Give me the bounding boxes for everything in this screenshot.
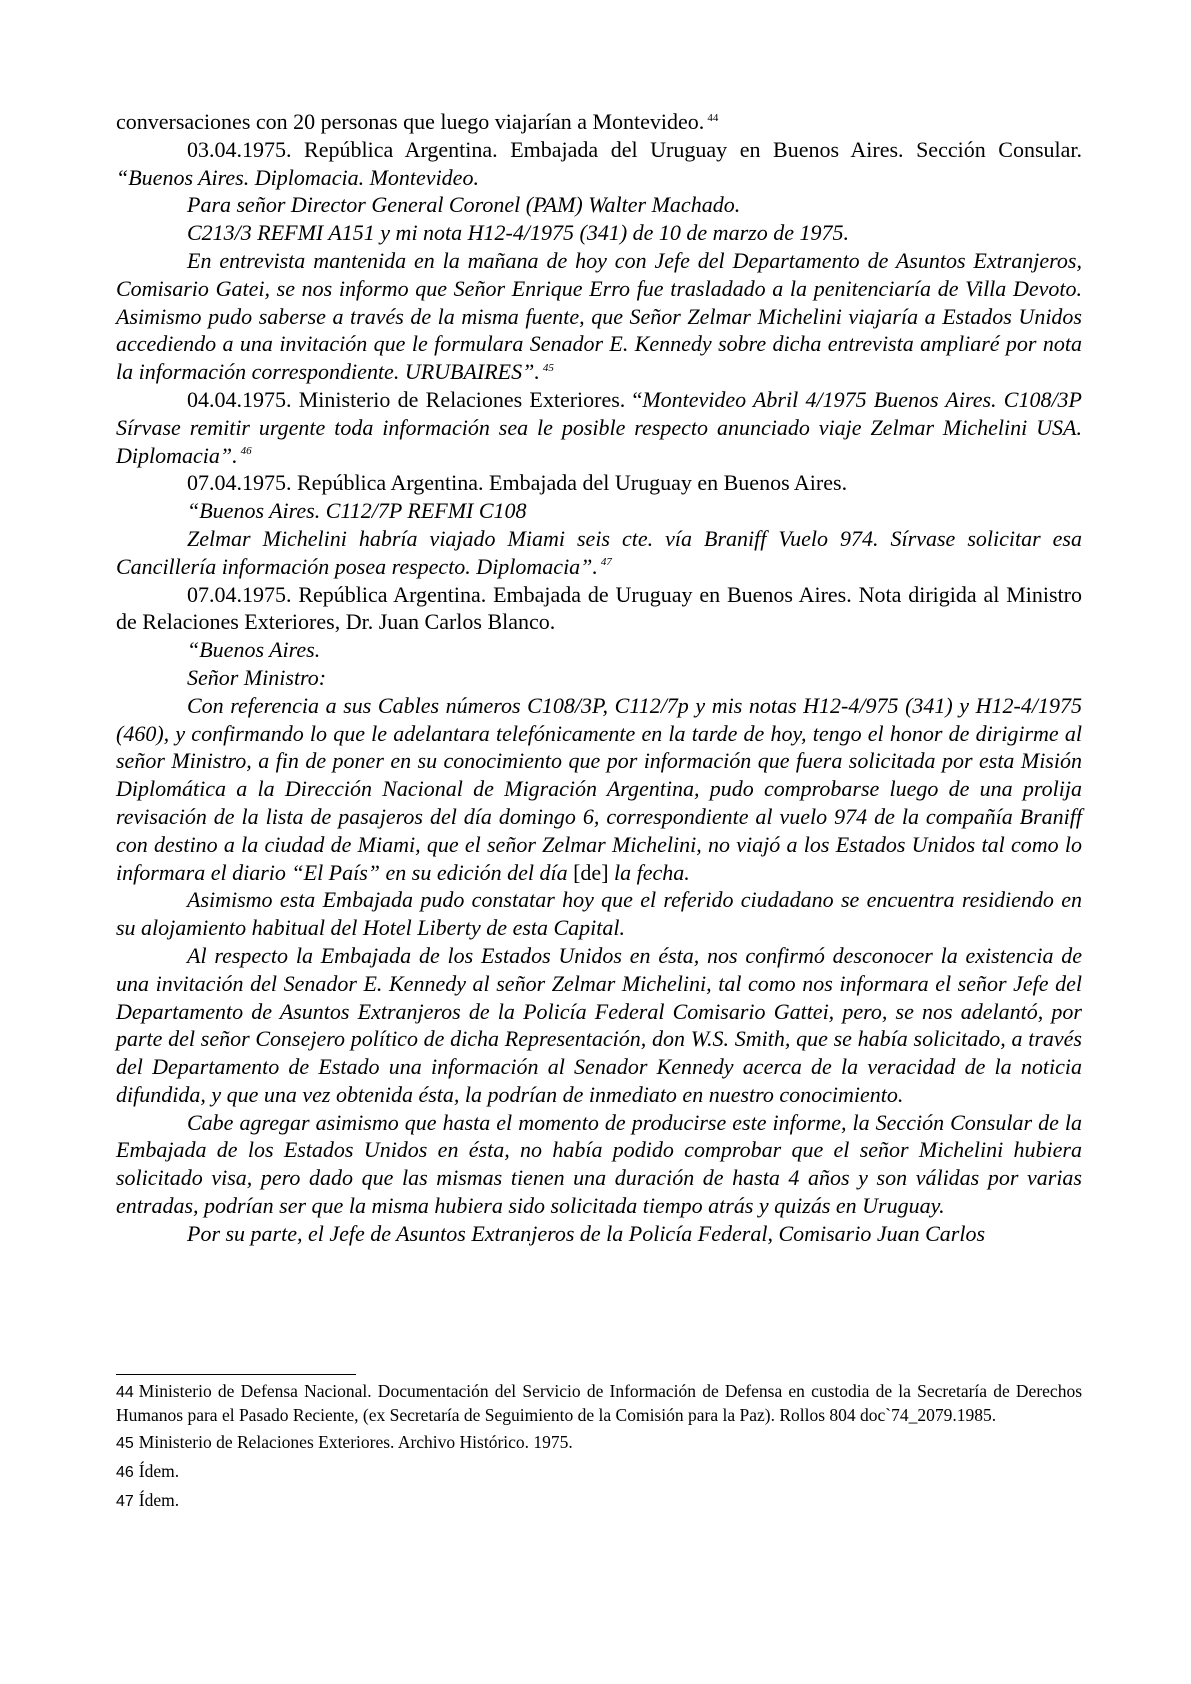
paragraph: conversaciones con 20 personas que luego viajarían a Montevideo. $^{44}$ bbox=[116, 109, 719, 134]
paragraph: Al respecto la Embajada de los Estados Unidos en ésta, nos confirmó desconocer la existencia de una invitación del Senador E. Kennedy al señor Zelmar Michelini, tal como nos informara el señor Jefe del Departamento de Asuntos Extranjeros de la Policía Federal Comisario Gattei, pero, se nos adelantó, por parte del señor Consejero político de dicha Representación, don W.S. Smith, que se había solicitado, a través del Departamento de Estado una información al Senador Kennedy acerca de la veracidad de la noticia difundida, y que una vez obtenida ésta, la podrían de inmediato en nuestro conocimiento. bbox=[116, 942, 1082, 1107]
footnote-ref: 47 bbox=[600, 556, 612, 569]
paragraph: “Buenos Aires. C112/7P REFMI C108 bbox=[187, 498, 527, 524]
footnote-number: 46 bbox=[116, 1464, 134, 1481]
editorial-insertion: [de] bbox=[573, 859, 609, 885]
paragraph: 07.04.1975. República Argentina. Embajada del Uruguay en Buenos Aires. bbox=[187, 470, 848, 496]
footnote: 45 Ministerio de Relaciones Exteriores. Archivo Histórico. 1975. bbox=[116, 1432, 573, 1452]
footnotes bbox=[116, 1380, 1082, 1518]
paragraph: Para señor Director General Coronel (PAM) Walter Machado. bbox=[187, 192, 741, 218]
paragraph: “Buenos Aires. bbox=[187, 637, 321, 663]
document-body bbox=[116, 108, 1082, 1248]
footnote-ref: 45 bbox=[542, 361, 554, 374]
paragraph: 04.04.1975. Ministerio de Relaciones Exteriores. “Montevideo Abril 4/1975 Buenos Aires. C108/3P Sírvase remitir urgente toda información sea le posible respecto anunciado viaje Zelmar Michelini USA. Diplomacia”. $^{46}$ bbox=[116, 386, 1082, 468]
footnote: 44 Ministerio de Defensa Nacional. Documentación del Servicio de Información de Defensa en custodia de la Secretaría de Derechos Humanos para el Pasado Reciente, (ex Secretaría de Seguimiento de la Comisión para la Paz). Rollos 804 doc`74_2079.1985. bbox=[116, 1381, 1082, 1425]
footnote-separator bbox=[116, 1374, 356, 1375]
footnote-ref: 46 bbox=[240, 445, 252, 458]
paragraph: Señor Ministro: bbox=[187, 664, 327, 690]
footnote-number: 47 bbox=[116, 1493, 134, 1510]
footnote-number: 45 bbox=[116, 1435, 134, 1452]
paragraph: Con referencia a sus Cables números C108/3P, C112/7p y mis notas H12-4/975 (341) y H12-4/1975 (460), y confirmando lo que le adelantara telefónicamente en la tarde de hoy, tengo el honor de dirigirme al señor Ministro, a fin de poner en su conocimiento que por información que fuera solicitada por esta Misión Diplomática a la Dirección Nacional de Migración Argentina, pudo comprobarse luego de una prolija revisación de la lista de pasajeros del día domingo 6, correspondiente al vuelo 974 de la compañía Braniff con destino a la ciudad de Miami, que el señor Zelmar Michelini, no viajó a los Estados Unidos tal como lo informara el diario “El País” en su edición del día [de] la fecha. bbox=[116, 692, 1082, 885]
footnote: 47 Ídem. bbox=[116, 1490, 180, 1510]
paragraph: 03.04.1975. República Argentina. Embajada del Uruguay en Buenos Aires. Sección Consular. “Buenos Aires. Diplomacia. Montevideo. bbox=[116, 136, 1082, 190]
paragraph: En entrevista mantenida en la mañana de hoy con Jefe del Departamento de Asuntos Extranjeros, Comisario Gatei, se nos informo que Señor Enrique Erro fue trasladado a la penitenciaría de Villa Devoto. Asimismo pudo saberse a través de la misma fuente, que Señor Zelmar Michelini viajaría a Estados Unidos accediendo a una invitación que le formulara Senador E. Kennedy sobre dicha entrevista ampliaré por nota la información correspondiente. URUBAIRES”. $^{45}$ bbox=[116, 247, 1082, 385]
footnote-ref: 44 bbox=[707, 111, 719, 124]
paragraph: Asimismo esta Embajada pudo constatar hoy que el referido ciudadano se encuentra residiendo en su alojamiento habitual del Hotel Liberty de esta Capital. bbox=[116, 887, 1082, 941]
paragraph: 07.04.1975. República Argentina. Embajada de Uruguay en Buenos Aires. Nota dirigida al Ministro de Relaciones Exteriores, Dr. Juan Carlos Blanco. bbox=[116, 581, 1082, 635]
paragraph: Zelmar Michelini habría viajado Miami seis cte. vía Braniff Vuelo 974. Sírvase solicitar esa Cancillería información posea respecto. Diplomacia”. $^{47}$ bbox=[116, 525, 1082, 579]
paragraph: C213/3 REFMI A151 y mi nota H12-4/1975 (341) de 10 de marzo de 1975. bbox=[187, 220, 849, 246]
paragraph: Cabe agregar asimismo que hasta el momento de producirse este informe, la Sección Consular de la Embajada de los Estados Unidos en ésta, no había podido comprobar que el señor Michelini hubiera solicitado visa, pero dado que las mismas tienen una duración de hasta 4 años y son válidas por varias entradas, podrían ser que la misma hubiera sido solicitada tiempo atrás y quizás en Uruguay. bbox=[116, 1109, 1082, 1219]
footnote: 46 Ídem. bbox=[116, 1461, 180, 1481]
footnote-number: 44 bbox=[116, 1384, 134, 1401]
paragraph: Por su parte, el Jefe de Asuntos Extranjeros de la Policía Federal, Comisario Juan Carlos bbox=[187, 1220, 986, 1246]
